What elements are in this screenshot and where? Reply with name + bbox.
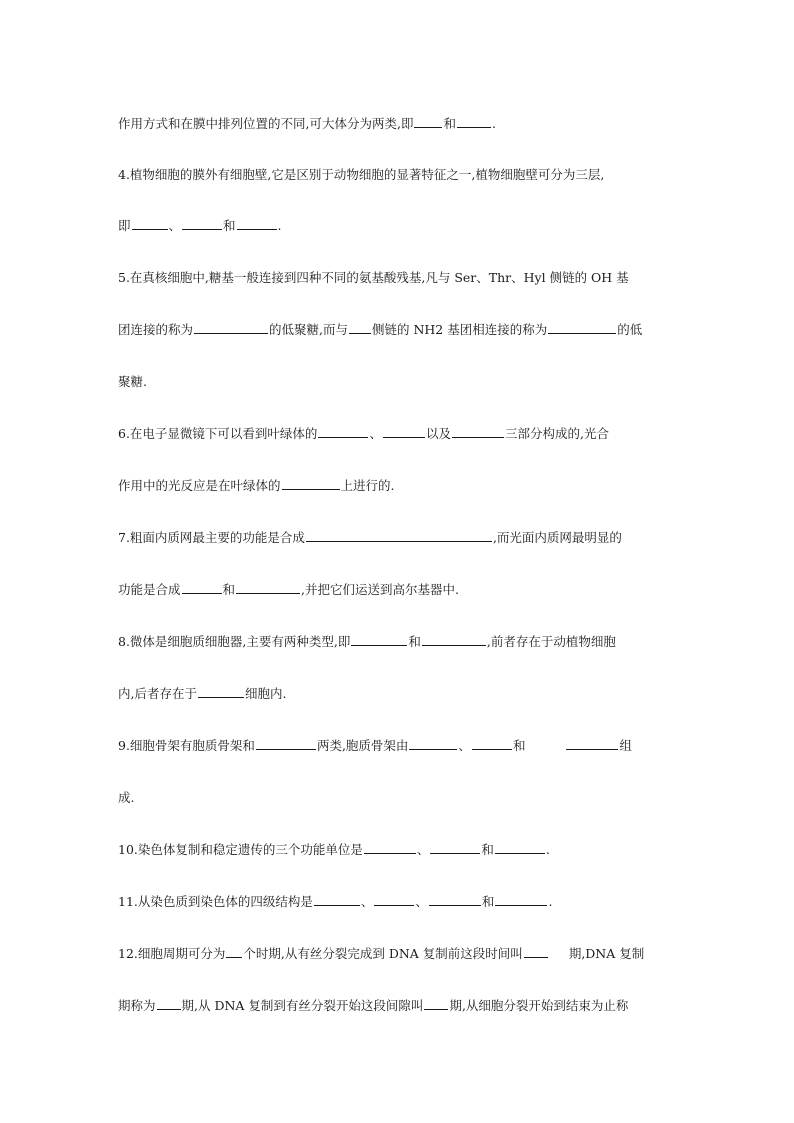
text-line <box>118 474 678 498</box>
text-segment: 8.微体是细胞质细胞器,主要有两种类型,即 <box>118 634 351 649</box>
text-segment: 两类,胞质骨架由 <box>316 738 409 753</box>
text-segment: ,而光面内质网最明显的 <box>492 530 622 545</box>
fill-blank[interactable] <box>495 838 545 854</box>
text-segment: 、 <box>369 426 382 441</box>
text-segment: 6.在电子显微镜下可以看到叶绿体的 <box>118 426 318 441</box>
text-line <box>118 214 678 238</box>
text-segment: 7.粗面内质网最主要的功能是合成 <box>118 530 305 545</box>
fill-blank[interactable] <box>409 734 457 750</box>
text-segment: 即 <box>118 218 131 233</box>
text-line <box>118 112 678 136</box>
text-segment: 4.植物细胞的膜外有细胞壁,它是区别于动物细胞的显著特征之一,植物细胞壁可分为三层, <box>118 167 605 182</box>
text-segment: 期称为 <box>118 998 156 1013</box>
fill-blank[interactable] <box>566 734 618 750</box>
fill-blank[interactable] <box>383 422 425 438</box>
text-segment: 12.细胞周期可分为 <box>118 946 226 961</box>
fill-blank[interactable] <box>524 942 548 958</box>
text-segment: . <box>548 894 553 909</box>
fill-blank[interactable] <box>306 526 492 542</box>
fill-blank[interactable] <box>132 214 168 230</box>
text-segment: 、 <box>416 842 430 857</box>
text-segment: 、 <box>415 894 428 909</box>
text-segment: 期,从细胞分裂开始到结束为止称 <box>449 998 629 1013</box>
text-segment: 团连接的称为 <box>118 322 194 337</box>
text-segment: 10.染色体复制和稳定遗传的三个功能单位是 <box>118 842 363 857</box>
text-line <box>118 786 678 810</box>
text-segment: 、 <box>458 738 471 753</box>
text-line <box>118 734 678 758</box>
fill-blank[interactable] <box>548 318 616 334</box>
text-segment: 和 <box>481 842 494 857</box>
text-segment: 的低 <box>617 322 643 337</box>
text-segment: 和 <box>512 738 526 753</box>
fill-blank[interactable] <box>424 994 448 1010</box>
text-line <box>118 994 678 1018</box>
text-segment: 、 <box>168 218 182 233</box>
text-segment: 聚糖. <box>118 374 147 389</box>
text-segment: 11.从染色质到染色体的四级结构是 <box>118 894 313 909</box>
fill-blank[interactable] <box>194 318 268 334</box>
fill-blank[interactable] <box>182 214 222 230</box>
text-segment: 9.细胞骨架有胞质骨架和 <box>118 738 255 753</box>
text-segment: . <box>277 218 282 233</box>
text-line <box>118 370 678 394</box>
text-segment: 作用中的光反应是在叶绿体的 <box>118 478 281 493</box>
text-segment: 和 <box>222 582 236 597</box>
text-segment: 5.在真核细胞中,糖基一般连接到四种不同的氨基酸残基,凡与 Ser、Thr、Hyl 侧链的 OH 基 <box>118 270 629 285</box>
text-segment: 侧链的 NH2 基团相连接的称为 <box>372 322 548 337</box>
text-segment: 细胞内. <box>244 686 287 701</box>
text-line <box>118 838 678 862</box>
text-segment: ,前者存在于动植物细胞 <box>486 634 616 649</box>
fill-blank[interactable] <box>374 890 414 906</box>
text-segment: 和 <box>408 634 421 649</box>
fill-blank[interactable] <box>472 734 512 750</box>
fill-blank[interactable] <box>226 942 242 958</box>
fill-blank[interactable] <box>318 422 368 438</box>
text-segment: . <box>545 842 550 857</box>
text-segment: 功能是合成 <box>118 582 181 597</box>
text-line <box>118 318 678 342</box>
text-line <box>118 578 678 602</box>
text-segment: 三部分构成的,光合 <box>504 426 609 441</box>
fill-blank[interactable] <box>157 994 181 1010</box>
text-segment: 上进行的. <box>340 478 395 493</box>
text-line <box>118 682 678 706</box>
text-line <box>118 526 678 550</box>
fill-blank[interactable] <box>182 578 222 594</box>
fill-blank[interactable] <box>198 682 244 698</box>
fill-blank[interactable] <box>237 214 277 230</box>
text-line <box>118 422 678 446</box>
text-segment: 期,DNA 复制 <box>568 946 645 961</box>
fill-blank[interactable] <box>422 630 486 646</box>
text-segment: 和 <box>481 894 495 909</box>
text-segment: 个时期,从有丝分裂完成到 DNA 复制前这段时间叫 <box>243 946 523 961</box>
text-segment: 作用方式和在膜中排列位置的不同,可大体分为两类,即 <box>118 116 414 131</box>
fill-blank[interactable] <box>282 474 340 490</box>
text-segment: 内,后者存在于 <box>118 686 197 701</box>
text-line <box>118 630 678 654</box>
text-segment: 和 <box>443 116 456 131</box>
fill-blank[interactable] <box>429 890 481 906</box>
text-segment: 的低聚糖,而与 <box>269 322 348 337</box>
fill-blank[interactable] <box>314 890 360 906</box>
text-segment: 以及 <box>425 426 451 441</box>
text-line <box>118 266 678 290</box>
text-segment: 和 <box>223 218 236 233</box>
text-segment: 成. <box>118 790 135 805</box>
fill-blank[interactable] <box>256 734 316 750</box>
text-line <box>118 163 678 187</box>
text-segment: 期,从 DNA 复制到有丝分裂开始这段间隙叫 <box>181 998 424 1013</box>
fill-blank[interactable] <box>457 112 491 128</box>
fill-blank[interactable] <box>364 838 416 854</box>
text-segment: 、 <box>360 894 374 909</box>
text-segment: . <box>491 116 496 131</box>
fill-blank[interactable] <box>414 112 442 128</box>
text-segment: 组 <box>619 738 632 753</box>
fill-blank[interactable] <box>452 422 504 438</box>
text-line <box>118 942 678 966</box>
fill-blank[interactable] <box>351 630 407 646</box>
text-line <box>118 890 678 914</box>
text-segment: ,并把它们运送到高尔基器中. <box>301 582 459 597</box>
fill-blank[interactable] <box>236 578 300 594</box>
fill-blank[interactable] <box>430 838 480 854</box>
fill-blank[interactable] <box>495 890 547 906</box>
fill-blank[interactable] <box>349 318 371 334</box>
